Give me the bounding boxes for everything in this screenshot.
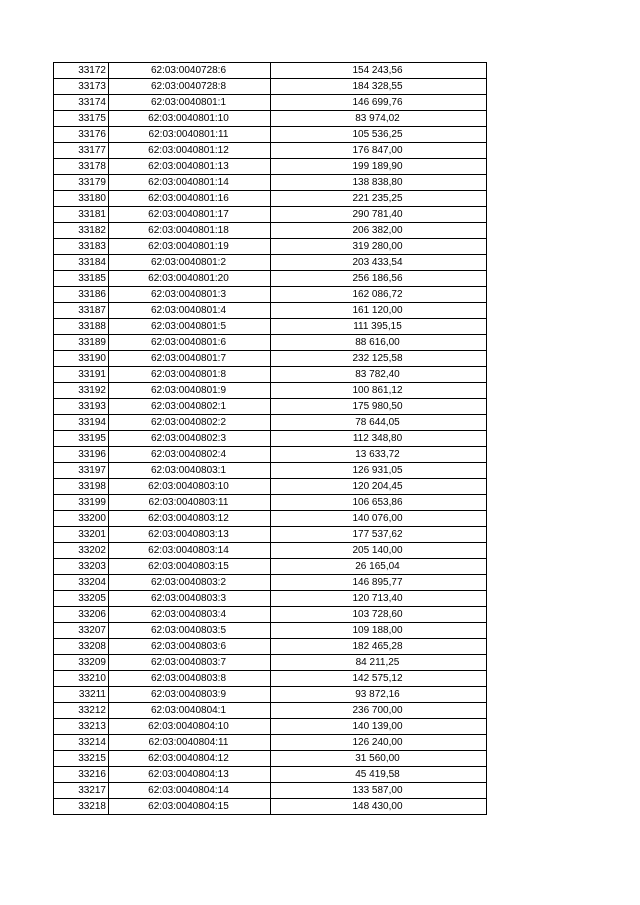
cadastral-number-cell: 62:03:0040802:3 xyxy=(109,431,271,447)
row-number-cell: 33173 xyxy=(54,79,109,95)
table-row xyxy=(54,319,487,335)
row-number-cell: 33203 xyxy=(54,559,109,575)
table-row xyxy=(54,783,487,799)
cadastral-value-cell: 206 382,00 xyxy=(271,223,487,239)
table-row xyxy=(54,527,487,543)
row-number-cell: 33181 xyxy=(54,207,109,223)
cadastral-value-cell: 126 931,05 xyxy=(271,463,487,479)
row-number-cell: 33178 xyxy=(54,159,109,175)
cadastral-value-cell: 126 240,00 xyxy=(271,735,487,751)
cadastral-value-cell: 140 076,00 xyxy=(271,511,487,527)
row-number-cell: 33176 xyxy=(54,127,109,143)
cadastral-number-cell: 62:03:0040803:7 xyxy=(109,655,271,671)
row-number-cell: 33182 xyxy=(54,223,109,239)
cadastral-number-cell: 62:03:0040803:10 xyxy=(109,479,271,495)
cadastral-value-cell: 162 086,72 xyxy=(271,287,487,303)
table-row xyxy=(54,175,487,191)
cadastral-value-cell: 290 781,40 xyxy=(271,207,487,223)
cadastral-number-cell: 62:03:0040803:12 xyxy=(109,511,271,527)
row-number-cell: 33215 xyxy=(54,751,109,767)
table-row xyxy=(54,735,487,751)
cadastral-value-cell: 146 699,76 xyxy=(271,95,487,111)
cadastral-value-cell: 100 861,12 xyxy=(271,383,487,399)
cadastral-value-cell: 84 211,25 xyxy=(271,655,487,671)
row-number-cell: 33210 xyxy=(54,671,109,687)
cadastral-number-cell: 62:03:0040803:15 xyxy=(109,559,271,575)
table-row xyxy=(54,719,487,735)
cadastral-value-cell: 105 536,25 xyxy=(271,127,487,143)
cadastral-value-cell: 236 700,00 xyxy=(271,703,487,719)
cadastral-number-cell: 62:03:0040801:19 xyxy=(109,239,271,255)
cadastral-value-cell: 140 139,00 xyxy=(271,719,487,735)
cadastral-number-cell: 62:03:0040801:8 xyxy=(109,367,271,383)
table-row xyxy=(54,159,487,175)
row-number-cell: 33188 xyxy=(54,319,109,335)
cadastral-number-cell: 62:03:0040728:6 xyxy=(109,63,271,79)
table-row xyxy=(54,79,487,95)
table-row xyxy=(54,351,487,367)
cadastral-number-cell: 62:03:0040803:5 xyxy=(109,623,271,639)
table-row xyxy=(54,751,487,767)
cadastral-number-cell: 62:03:0040801:9 xyxy=(109,383,271,399)
cadastral-number-cell: 62:03:0040803:11 xyxy=(109,495,271,511)
row-number-cell: 33209 xyxy=(54,655,109,671)
cadastral-number-cell: 62:03:0040803:1 xyxy=(109,463,271,479)
table-row xyxy=(54,655,487,671)
cadastral-number-cell: 62:03:0040801:5 xyxy=(109,319,271,335)
cadastral-value-cell: 142 575,12 xyxy=(271,671,487,687)
cadastral-value-cell: 176 847,00 xyxy=(271,143,487,159)
cadastral-number-cell: 62:03:0040801:20 xyxy=(109,271,271,287)
cadastral-number-cell: 62:03:0040803:9 xyxy=(109,687,271,703)
table-body xyxy=(54,63,487,815)
cadastral-value-cell: 221 235,25 xyxy=(271,191,487,207)
row-number-cell: 33193 xyxy=(54,399,109,415)
cadastral-number-cell: 62:03:0040801:2 xyxy=(109,255,271,271)
row-number-cell: 33196 xyxy=(54,447,109,463)
cadastral-number-cell: 62:03:0040801:12 xyxy=(109,143,271,159)
cadastral-number-cell: 62:03:0040803:3 xyxy=(109,591,271,607)
row-number-cell: 33217 xyxy=(54,783,109,799)
row-number-cell: 33201 xyxy=(54,527,109,543)
cadastral-value-cell: 232 125,58 xyxy=(271,351,487,367)
cadastral-value-cell: 154 243,56 xyxy=(271,63,487,79)
cadastral-value-cell: 133 587,00 xyxy=(271,783,487,799)
row-number-cell: 33194 xyxy=(54,415,109,431)
cadastral-value-cell: 109 188,00 xyxy=(271,623,487,639)
cadastral-number-cell: 62:03:0040804:15 xyxy=(109,799,271,815)
table-row xyxy=(54,575,487,591)
table-row xyxy=(54,799,487,815)
cadastral-number-cell: 62:03:0040804:14 xyxy=(109,783,271,799)
row-number-cell: 33179 xyxy=(54,175,109,191)
cadastral-number-cell: 62:03:0040801:13 xyxy=(109,159,271,175)
table-row xyxy=(54,767,487,783)
table-row xyxy=(54,607,487,623)
cadastral-value-cell: 112 348,80 xyxy=(271,431,487,447)
row-number-cell: 33180 xyxy=(54,191,109,207)
cadastral-number-cell: 62:03:0040804:12 xyxy=(109,751,271,767)
cadastral-value-cell: 161 120,00 xyxy=(271,303,487,319)
cadastral-value-cell: 106 653,86 xyxy=(271,495,487,511)
cadastral-number-cell: 62:03:0040801:7 xyxy=(109,351,271,367)
row-number-cell: 33198 xyxy=(54,479,109,495)
cadastral-value-cell: 205 140,00 xyxy=(271,543,487,559)
cadastral-value-cell: 78 644,05 xyxy=(271,415,487,431)
row-number-cell: 33195 xyxy=(54,431,109,447)
cadastral-value-cell: 148 430,00 xyxy=(271,799,487,815)
cadastral-number-cell: 62:03:0040803:8 xyxy=(109,671,271,687)
cadastral-value-cell: 199 189,90 xyxy=(271,159,487,175)
cadastral-value-cell: 31 560,00 xyxy=(271,751,487,767)
table-row xyxy=(54,463,487,479)
table-row xyxy=(54,367,487,383)
row-number-cell: 33191 xyxy=(54,367,109,383)
cadastral-number-cell: 62:03:0040803:6 xyxy=(109,639,271,655)
cadastral-value-cell: 319 280,00 xyxy=(271,239,487,255)
cadastral-number-cell: 62:03:0040801:14 xyxy=(109,175,271,191)
row-number-cell: 33197 xyxy=(54,463,109,479)
table-row xyxy=(54,255,487,271)
table-row xyxy=(54,303,487,319)
cadastral-number-cell: 62:03:0040804:13 xyxy=(109,767,271,783)
cadastral-number-cell: 62:03:0040801:4 xyxy=(109,303,271,319)
row-number-cell: 33206 xyxy=(54,607,109,623)
table-row xyxy=(54,335,487,351)
table-row xyxy=(54,511,487,527)
cadastral-value-cell: 45 419,58 xyxy=(271,767,487,783)
cadastral-number-cell: 62:03:0040801:1 xyxy=(109,95,271,111)
table-row xyxy=(54,239,487,255)
table-row xyxy=(54,399,487,415)
table-row xyxy=(54,639,487,655)
cadastral-value-cell: 120 713,40 xyxy=(271,591,487,607)
row-number-cell: 33177 xyxy=(54,143,109,159)
cadastral-value-cell: 83 974,02 xyxy=(271,111,487,127)
cadastral-number-cell: 62:03:0040801:3 xyxy=(109,287,271,303)
row-number-cell: 33192 xyxy=(54,383,109,399)
row-number-cell: 33185 xyxy=(54,271,109,287)
table-row xyxy=(54,63,487,79)
row-number-cell: 33175 xyxy=(54,111,109,127)
row-number-cell: 33174 xyxy=(54,95,109,111)
cadastral-value-cell: 256 186,56 xyxy=(271,271,487,287)
table-row xyxy=(54,543,487,559)
table-row xyxy=(54,271,487,287)
cadastral-value-cell: 182 465,28 xyxy=(271,639,487,655)
cadastral-number-cell: 62:03:0040804:11 xyxy=(109,735,271,751)
row-number-cell: 33204 xyxy=(54,575,109,591)
cadastral-value-cell: 146 895,77 xyxy=(271,575,487,591)
cadastral-value-cell: 26 165,04 xyxy=(271,559,487,575)
row-number-cell: 33186 xyxy=(54,287,109,303)
table-row xyxy=(54,431,487,447)
row-number-cell: 33205 xyxy=(54,591,109,607)
table-row xyxy=(54,111,487,127)
row-number-cell: 33202 xyxy=(54,543,109,559)
row-number-cell: 33211 xyxy=(54,687,109,703)
table-row xyxy=(54,191,487,207)
cadastral-value-cell: 103 728,60 xyxy=(271,607,487,623)
cadastral-number-cell: 62:03:0040728:8 xyxy=(109,79,271,95)
cadastral-value-cell: 120 204,45 xyxy=(271,479,487,495)
table-row xyxy=(54,287,487,303)
cadastral-value-cell: 184 328,55 xyxy=(271,79,487,95)
table-row xyxy=(54,127,487,143)
cadastral-number-cell: 62:03:0040801:17 xyxy=(109,207,271,223)
row-number-cell: 33212 xyxy=(54,703,109,719)
table-row xyxy=(54,559,487,575)
table-row xyxy=(54,687,487,703)
table-row xyxy=(54,207,487,223)
table-row xyxy=(54,95,487,111)
cadastral-value-cell: 111 395,15 xyxy=(271,319,487,335)
table-row xyxy=(54,415,487,431)
cadastral-number-cell: 62:03:0040801:11 xyxy=(109,127,271,143)
cadastral-number-cell: 62:03:0040803:4 xyxy=(109,607,271,623)
row-number-cell: 33187 xyxy=(54,303,109,319)
row-number-cell: 33216 xyxy=(54,767,109,783)
row-number-cell: 33214 xyxy=(54,735,109,751)
table-row xyxy=(54,591,487,607)
row-number-cell: 33208 xyxy=(54,639,109,655)
cadastral-value-cell: 177 537,62 xyxy=(271,527,487,543)
table-row xyxy=(54,623,487,639)
table-row xyxy=(54,383,487,399)
row-number-cell: 33207 xyxy=(54,623,109,639)
table-row xyxy=(54,703,487,719)
table-row xyxy=(54,447,487,463)
row-number-cell: 33218 xyxy=(54,799,109,815)
cadastral-number-cell: 62:03:0040801:18 xyxy=(109,223,271,239)
row-number-cell: 33200 xyxy=(54,511,109,527)
row-number-cell: 33172 xyxy=(54,63,109,79)
table-row xyxy=(54,495,487,511)
table-row xyxy=(54,223,487,239)
cadastral-number-cell: 62:03:0040801:10 xyxy=(109,111,271,127)
table-row xyxy=(54,143,487,159)
cadastral-number-cell: 62:03:0040804:1 xyxy=(109,703,271,719)
cadastral-number-cell: 62:03:0040802:1 xyxy=(109,399,271,415)
row-number-cell: 33190 xyxy=(54,351,109,367)
cadastral-number-cell: 62:03:0040802:2 xyxy=(109,415,271,431)
cadastral-value-cell: 203 433,54 xyxy=(271,255,487,271)
cadastral-value-cell: 138 838,80 xyxy=(271,175,487,191)
cadastral-number-cell: 62:03:0040803:13 xyxy=(109,527,271,543)
table-row xyxy=(54,479,487,495)
cadastral-number-cell: 62:03:0040802:4 xyxy=(109,447,271,463)
cadastral-value-cell: 175 980,50 xyxy=(271,399,487,415)
row-number-cell: 33213 xyxy=(54,719,109,735)
table-row xyxy=(54,671,487,687)
cadastral-number-cell: 62:03:0040804:10 xyxy=(109,719,271,735)
cadastral-number-cell: 62:03:0040801:6 xyxy=(109,335,271,351)
cadastral-value-cell: 83 782,40 xyxy=(271,367,487,383)
cadastral-number-cell: 62:03:0040801:16 xyxy=(109,191,271,207)
cadastral-value-table xyxy=(53,62,487,815)
cadastral-number-cell: 62:03:0040803:14 xyxy=(109,543,271,559)
cadastral-value-cell: 93 872,16 xyxy=(271,687,487,703)
row-number-cell: 33189 xyxy=(54,335,109,351)
row-number-cell: 33184 xyxy=(54,255,109,271)
cadastral-value-cell: 13 633,72 xyxy=(271,447,487,463)
row-number-cell: 33199 xyxy=(54,495,109,511)
cadastral-value-cell: 88 616,00 xyxy=(271,335,487,351)
row-number-cell: 33183 xyxy=(54,239,109,255)
cadastral-number-cell: 62:03:0040803:2 xyxy=(109,575,271,591)
